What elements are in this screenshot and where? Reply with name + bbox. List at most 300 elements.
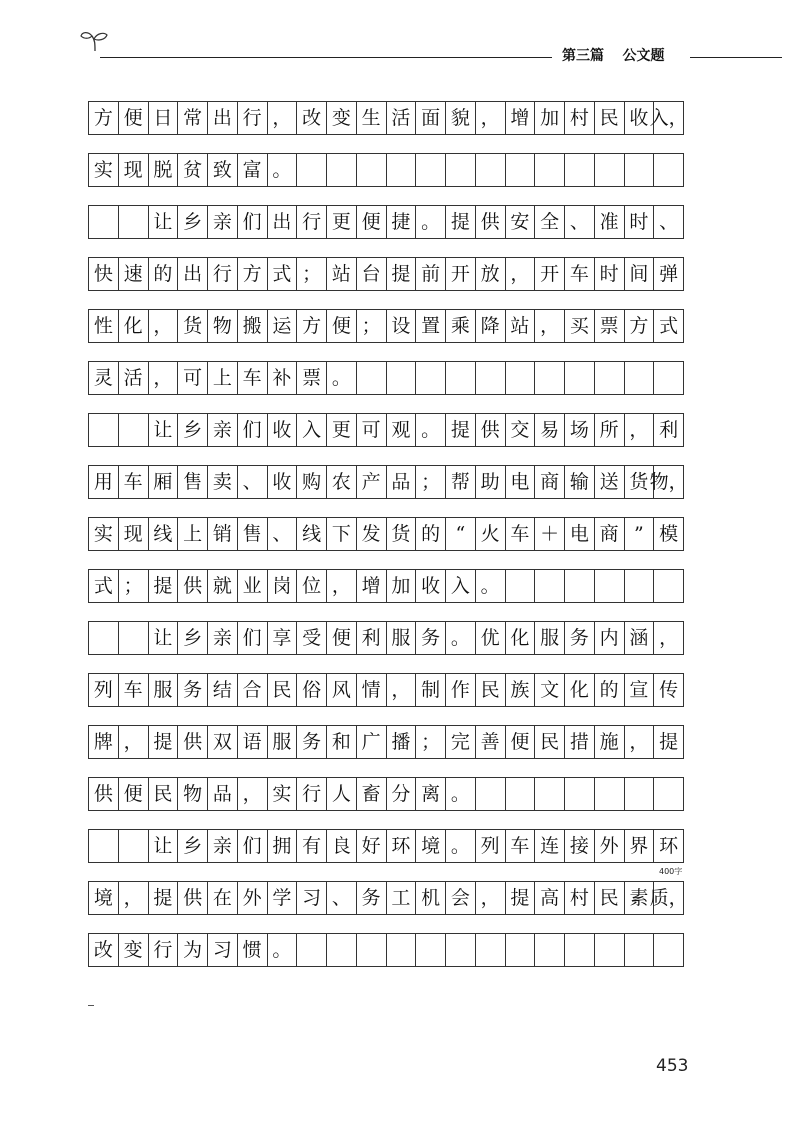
grid-cell [297,726,327,758]
grid-cell [268,830,298,862]
grid-char: 、 [272,522,292,545]
grid-cell [297,466,327,498]
grid-cell [595,154,625,186]
grid-cell [387,674,417,706]
grid-cell [208,102,238,134]
grid-cell [327,570,357,602]
grid-char: 行 [153,938,173,961]
grid-cell [178,518,208,550]
grid-cell [238,310,268,342]
grid-cell [178,206,208,238]
grid-cell [268,310,298,342]
grid-char: 活 [123,366,143,389]
grid-cell [297,882,327,914]
grid-cell [654,154,684,186]
grid-char: 优 [480,626,500,649]
grid-char: 场 [569,418,589,441]
grid-char: 性 [93,314,113,337]
grid-char: 乡 [183,418,203,441]
grid-cell [416,622,446,654]
grid-cell [208,674,238,706]
grid-cell [357,882,387,914]
grid-char: 农 [331,470,351,493]
grid-cell [446,622,476,654]
grid-char: 所 [599,418,619,441]
grid-cell [268,726,298,758]
grid-char: 提 [153,886,173,909]
grid-cell [416,726,446,758]
grid-char: 施 [599,730,619,753]
grid-char: 亲 [212,418,232,441]
grid-cell [268,778,298,810]
grid-row [88,881,688,915]
grid-cell [89,518,119,550]
grid-char: 供 [480,210,500,233]
grid-char: 化 [510,626,530,649]
grid-cell [595,518,625,550]
grid-char: 化 [123,314,143,337]
grid-char: 。 [450,626,470,649]
grid-cell [208,726,238,758]
grid-cell [506,310,536,342]
grid-cell [654,258,684,290]
grid-char: 化 [569,678,589,701]
grid-char: 货 [629,470,649,493]
grid-cell [506,934,536,966]
grid-cell [178,466,208,498]
grid-char: 双 [212,730,232,753]
grid-cell [178,362,208,394]
grid-cell [297,206,327,238]
grid-char: 务 [183,678,203,701]
grid-char: 车 [510,522,530,545]
grid-cell [297,310,327,342]
grid-char: 助 [480,470,500,493]
grid-char: 上 [183,522,203,545]
grid-char: 站 [331,262,351,285]
grid-char: 变 [123,938,143,961]
grid-cell [654,622,684,654]
grid-cell [476,518,506,550]
grid-char: 实 [93,158,113,181]
grid-cell [446,518,476,550]
grid-cell [446,414,476,446]
grid-char: 传 [659,678,679,701]
grid-cell [654,310,684,342]
grid-char: 品 [212,782,232,805]
grid-cell [595,206,625,238]
grid-cell [506,258,536,290]
grid-char: 俗 [302,678,322,701]
grid-char: 开 [540,262,560,285]
grid-cell [297,622,327,654]
grid-char: 变 [331,106,351,129]
grid-cell [416,518,446,550]
grid-cell [357,830,387,862]
grid-char: 补 [272,366,292,389]
grid-char: 准 [599,210,619,233]
grid-cell [416,778,446,810]
grid-cell [535,622,565,654]
grid-cell [416,882,446,914]
grid-cell [387,518,417,550]
grid-cell [625,206,655,238]
grid-char: 速 [123,262,143,285]
grid-char: 便 [510,730,530,753]
grid-cell [89,934,119,966]
grid-char: ； [421,470,441,493]
grid-char: 、 [659,210,679,233]
grid-row [88,777,684,811]
grid-char: 售 [183,470,203,493]
grid-cell [149,726,179,758]
grid-cell [178,154,208,186]
grid-char: 行 [302,210,322,233]
grid-cell [178,258,208,290]
grid-cell [268,102,298,134]
grid-char: 服 [272,730,292,753]
grid-char: 亲 [212,210,232,233]
grid-cell [535,362,565,394]
grid-char: 商 [599,522,619,545]
grid-cell [387,466,417,498]
grid-char: 式 [659,314,679,337]
grid-char: 车 [569,262,589,285]
grid-char: ， [123,886,143,909]
grid-cell [268,466,298,498]
grid-char: 享 [272,626,292,649]
grid-cell [268,258,298,290]
grid-cell [208,310,238,342]
grid-cell [89,466,119,498]
grid-char: 收 [421,574,441,597]
grid-row [88,517,684,551]
page-header [0,0,800,70]
grid-cell [476,362,506,394]
grid-row [88,361,684,395]
grid-cell [238,778,268,810]
header-rule-left [100,57,552,58]
grid-cell [416,154,446,186]
grid-char: 置 [421,314,441,337]
grid-cell [649,102,688,134]
grid-cell [535,830,565,862]
grid-char: 风 [331,678,351,701]
grid-char: 乡 [183,210,203,233]
grid-char: 服 [391,626,411,649]
grid-cell [535,778,565,810]
grid-char: ， [153,366,173,389]
grid-cell [297,830,327,862]
grid-cell [416,674,446,706]
grid-cell [297,258,327,290]
grid-cell [506,466,536,498]
grid-char: 结 [212,678,232,701]
grid-cell [506,622,536,654]
grid-cell [535,674,565,706]
grid-char: 。 [272,938,292,961]
grid-char: 列 [93,678,113,701]
grid-char: 模 [659,522,679,545]
grid-cell [357,622,387,654]
grid-cell [446,102,476,134]
grid-cell [416,258,446,290]
grid-cell [387,310,417,342]
grid-cell [416,830,446,862]
grid-char: 输 [569,470,589,493]
grid-char: 车 [123,470,143,493]
grid-cell [625,934,655,966]
grid-row [88,569,684,603]
grid-cell [416,206,446,238]
grid-char: 播 [391,730,411,753]
grid-cell [595,570,625,602]
grid-char: 提 [450,418,470,441]
grid-cell [238,414,268,446]
grid-cell [119,206,149,238]
grid-char: 让 [153,210,173,233]
grid-char: 电 [510,470,530,493]
grid-char: 收 [272,418,292,441]
grid-row [88,725,684,759]
grid-cell [357,570,387,602]
grid-char: 涵 [629,626,649,649]
grid-char: 日 [153,106,173,129]
grid-char: 。 [450,834,470,857]
grid-char: 民 [599,106,619,129]
grid-cell [89,414,119,446]
grid-cell [625,362,655,394]
grid-cell [238,154,268,186]
grid-cell [268,622,298,654]
grid-char: 卖 [212,470,232,493]
grid-cell [446,778,476,810]
grid-char: 就 [212,574,232,597]
grid-cell [149,518,179,550]
grid-cell [506,414,536,446]
grid-cell [149,362,179,394]
grid-cell [208,362,238,394]
composition-grid [88,101,688,985]
grid-row [88,309,684,343]
grid-char: 灵 [93,366,113,389]
grid-char: 便 [331,314,351,337]
grid-cell [565,830,595,862]
grid-cell [625,622,655,654]
grid-cell [178,778,208,810]
grid-cell [119,882,149,914]
grid-char: ， [629,418,649,441]
grid-cell [119,362,149,394]
grid-char: 。 [480,574,500,597]
grid-char: 善 [480,730,500,753]
grid-char: 学 [272,886,292,909]
grid-char: 货 [183,314,203,337]
grid-char: 族 [510,678,530,701]
grid-cell [208,934,238,966]
grid-char: 开 [450,262,470,285]
grid-char: 入， [649,106,688,129]
grid-char: 厢 [153,470,173,493]
grid-cell [565,206,595,238]
grid-cell [178,570,208,602]
grid-char: 拥 [272,834,292,857]
grid-char: 质， [649,886,688,909]
grid-cell [654,830,684,862]
grid-cell [565,154,595,186]
grid-cell [149,830,179,862]
grid-char: 物， [649,470,688,493]
grid-char: ， [480,106,500,129]
grid-row [88,933,684,967]
grid-char: 习 [212,938,232,961]
grid-char: 高 [540,886,560,909]
grid-cell [446,310,476,342]
grid-cell [654,934,684,966]
grid-char: 行 [302,782,322,805]
grid-cell [297,154,327,186]
grid-char: 离 [421,782,441,805]
grid-char: 供 [183,886,203,909]
grid-cell [625,154,655,186]
grid-char: 更 [331,418,351,441]
grid-char: 运 [272,314,292,337]
grid-cell [387,414,417,446]
grid-char: 出 [212,106,232,129]
grid-cell [149,414,179,446]
grid-char: 方 [242,262,262,285]
grid-char: 让 [153,418,173,441]
grid-char: 发 [361,522,381,545]
grid-cell [297,570,327,602]
grid-char: 民 [480,678,500,701]
grid-char: 提 [391,262,411,285]
grid-cell [297,362,327,394]
grid-char: 民 [272,678,292,701]
grid-char: 供 [183,574,203,597]
grid-cell [327,778,357,810]
grid-cell [595,934,625,966]
grid-char: ， [540,314,560,337]
grid-cell [89,726,119,758]
grid-cell [654,570,684,602]
grid-cell [238,518,268,550]
grid-cell [119,310,149,342]
grid-char: 物 [212,314,232,337]
grid-char: 式 [93,574,113,597]
grid-char: 改 [302,106,322,129]
grid-cell [387,102,417,134]
grid-cell [625,726,655,758]
grid-char: 物 [183,782,203,805]
grid-cell [89,830,119,862]
sprout-icon [80,30,110,52]
grid-char: 会 [450,886,470,909]
grid-cell [535,258,565,290]
grid-cell [654,778,684,810]
grid-char: 工 [391,886,411,909]
grid-cell [178,414,208,446]
grid-char: 受 [302,626,322,649]
grid-char: 提 [153,730,173,753]
grid-cell [506,830,536,862]
grid-cell [149,622,179,654]
grid-cell [506,518,536,550]
grid-char: 貌 [450,106,470,129]
grid-char: 火 [480,522,500,545]
grid-cell [565,362,595,394]
grid-cell [178,882,208,914]
grid-char: 供 [183,730,203,753]
grid-cell [208,154,238,186]
grid-cell [595,622,625,654]
grid-cell [476,726,506,758]
grid-cell [625,258,655,290]
grid-char: 让 [153,626,173,649]
grid-cell [654,206,684,238]
grid-cell [357,518,387,550]
grid-cell [506,154,536,186]
grid-char: 人 [331,782,351,805]
grid-cell [149,570,179,602]
grid-char: 更 [331,210,351,233]
grid-cell [357,934,387,966]
grid-cell [446,362,476,394]
grid-cell [506,726,536,758]
grid-cell [208,466,238,498]
grid-char: 致 [212,158,232,181]
grid-char: 可 [361,418,381,441]
grid-char: 亲 [212,626,232,649]
grid-cell [446,258,476,290]
grid-cell [535,934,565,966]
grid-cell [625,310,655,342]
grid-cell [208,258,238,290]
grid-char: 易 [540,418,560,441]
grid-row [88,153,684,187]
grid-char: 行 [212,262,232,285]
grid-cell [89,570,119,602]
grid-char: 出 [272,210,292,233]
grid-cell [476,206,506,238]
grid-cell [565,414,595,446]
header-rule-right [690,57,782,58]
grid-cell [119,830,149,862]
grid-cell [327,882,357,914]
grid-cell [89,310,119,342]
grid-char: 务 [421,626,441,649]
grid-cell [446,674,476,706]
grid-cell [387,154,417,186]
grid-char: 收 [629,106,649,129]
grid-char: ， [331,574,351,597]
grid-cell [119,934,149,966]
grid-cell [446,882,476,914]
grid-cell [387,778,417,810]
grid-cell [625,674,655,706]
grid-cell [357,414,387,446]
grid-cell [446,934,476,966]
grid-char: 、 [242,470,262,493]
grid-cell [595,778,625,810]
grid-cell [476,830,506,862]
grid-char: 产 [361,470,381,493]
section-title [562,44,664,68]
grid-cell [387,934,417,966]
grid-cell [327,830,357,862]
grid-cell [387,362,417,394]
grid-char: 合 [242,678,262,701]
